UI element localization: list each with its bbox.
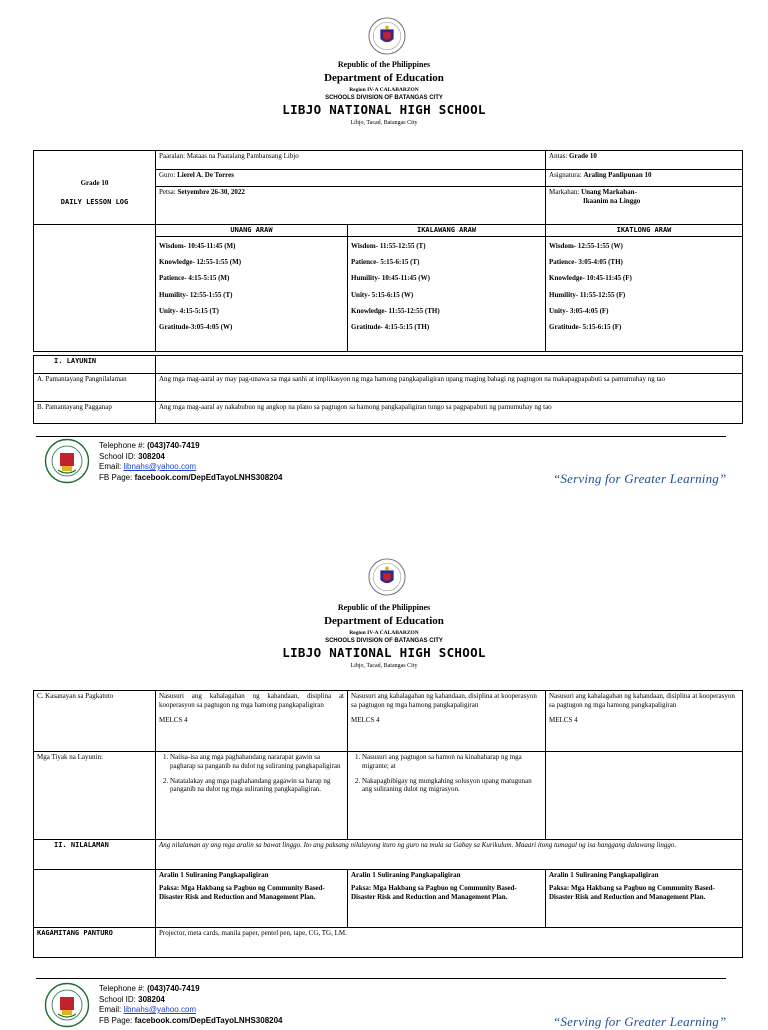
aralin-title: Aralin 1 Suliraning Pangkapaligiran (351, 871, 461, 879)
telephone-label: Telephone #: (99, 984, 145, 993)
fb-label: FB Page: (99, 472, 133, 482)
school-logo-icon (44, 982, 90, 1028)
kasanayan-text: Nasusuri ang kahalagahan ng kahandaan, disiplina at kooperasyon sa pagtugon ng mga hamong pangkapaligiran (549, 692, 735, 709)
day-2-sched: Patience- 5:15-6:15 (T) (351, 258, 420, 266)
email-link[interactable]: libnahs@yahoo.com (123, 462, 197, 471)
melcs-label: MELCS 4 (351, 715, 380, 724)
nilalaman-blank (34, 870, 156, 928)
telephone-value: (043)740-7419 (147, 984, 200, 993)
kasanayan-day-2 (348, 691, 546, 752)
aralin-day-1 (156, 870, 348, 928)
day-3-sched: Knowledge- 10:45-11:45 (F) (549, 274, 632, 283)
region-line: Region IV-A CALABARZON (349, 630, 419, 636)
motto: “Serving for Greater Learning” (553, 1014, 727, 1029)
day-3-sched: Patience- 3:05-4:05 (TH) (549, 258, 623, 266)
day-1-sched: Knowledge- 12:55-1:55 (M) (159, 258, 242, 266)
aralin-title: Aralin 1 Suliraning Pangkapaligiran (159, 871, 269, 879)
day-3-title: IKATLONG ARAW (546, 225, 742, 237)
day-3-sched: Gratitude- 5:15-6:15 (F) (549, 323, 622, 331)
department-line: Department of Education (324, 72, 444, 84)
tiyak-day-1 (156, 752, 348, 840)
email-link[interactable]: libnahs@yahoo.com (123, 1005, 197, 1014)
day-3-sched: Wisdom- 12:55-1:55 (W) (549, 241, 623, 250)
kagamitan-text: Projector, meta cards, manila paper, pentel pen, tape, CG, TG, LM. (156, 928, 743, 958)
footer-contact (99, 984, 283, 1026)
school-address: Libjo, Tacad, Batangas City (350, 120, 418, 126)
day-3-sched: Unity- 3:05-4:05 (F) (549, 306, 609, 315)
school-address: Libjo, Tacad, Batangas City (350, 663, 418, 669)
day-2-sched: Unity- 5:15-6:15 (W) (351, 290, 414, 299)
markahan-value: Unang Markahan- (581, 188, 637, 196)
tiyak-label: Mga Tiyak na Layunin: (34, 752, 156, 840)
deped-seal-icon (368, 558, 406, 596)
school-name: LIBJO NATIONAL HIGH SCHOOL (282, 102, 486, 117)
markahan-week: Ikaanim na Linggo (583, 196, 641, 205)
dll-header-table (33, 150, 743, 352)
republic-line: Republic of the Philippines (337, 603, 431, 612)
kasanayan-text: Nasusuri ang kahalagahan ng kahandaan, disiplina at kooperasyon sa pagtugon ng mga hamong pangkapaligiran (159, 692, 344, 709)
kasanayan-day-1 (156, 691, 348, 752)
telephone-value: (043)740-7419 (147, 441, 200, 450)
day-1-title: UNANG ARAW (156, 225, 347, 237)
day-1-sched: Wisdom- 10:45-11:45 (M) (159, 241, 236, 250)
footer-divider (36, 978, 726, 979)
fb-value: facebook.com/DepEdTayoLNHS308204 (134, 1015, 283, 1025)
region-line: Region IV-A CALABARZON (349, 87, 419, 93)
dll-title: DAILY LESSON LOG (60, 198, 129, 206)
republic-line: Republic of the Philippines (337, 60, 431, 69)
fb-value: facebook.com/DepEdTayoLNHS308204 (134, 472, 283, 482)
deped-seal-icon (368, 17, 406, 55)
grade-label: Grade 10 (80, 179, 109, 188)
antas-label: Antas: (549, 152, 568, 160)
antas-cell (546, 151, 743, 170)
asignatura-value: Araling Panlipunan 10 (583, 171, 652, 179)
tiyak-item: 1. Nasusuri ang pagtugon sa hamon na kinahaharap ng mga migrante; at (362, 753, 542, 771)
day-2-cell (348, 225, 546, 352)
paaralan-cell (156, 151, 546, 170)
school-id-label: School ID: (99, 994, 136, 1004)
antas-value: Grade 10 (569, 152, 597, 160)
asignatura-label: Asignatura: (549, 171, 582, 179)
day-1-sched: Unity- 4:15-5:15 (T) (159, 306, 219, 315)
day-1-sched: Humility- 12:55-1:55 (T) (159, 290, 233, 299)
tiyak-list (351, 753, 542, 794)
tiyak-day-3 (546, 752, 743, 840)
day-1-cell (156, 225, 348, 352)
day-2-title: IKALAWANG ARAW (348, 225, 545, 237)
layunin-table (33, 355, 743, 424)
tiyak-item: 2. Nakapagbibigay ng mungkahing solusyon upang matugunan ang suliraning dulot ng migrasyon. (362, 777, 542, 795)
petsa-cell (156, 187, 546, 225)
school-logo-icon (44, 438, 90, 484)
markahan-cell (546, 187, 743, 225)
day-2-sched: Wisdom- 11:55-12:55 (T) (351, 241, 426, 250)
layunin-title: I. LAYUNIN (34, 356, 156, 374)
pamantayang-pagganap-label: B. Pamantayang Pagganap (34, 402, 156, 424)
school-id-value: 308204 (138, 994, 165, 1004)
department-line: Department of Education (324, 615, 444, 627)
school-name: LIBJO NATIONAL HIGH SCHOOL (282, 645, 486, 660)
school-id-value: 308204 (138, 451, 165, 461)
guro-label: Guro: (159, 171, 176, 179)
day-2-sched: Knowledge- 11:55-12:55 (TH) (351, 306, 440, 315)
day-2-sched: Gratitude- 4:15-5:15 (TH) (351, 323, 430, 331)
melcs-label: MELCS 4 (549, 715, 578, 724)
aralin-day-3 (546, 870, 743, 928)
guro-value: Lierel A. De Torres (177, 171, 234, 179)
nilalaman-note: Ang nilalaman ay ang mga aralin sa bawat linggo. Ito ang paksang nilalayong ituro ng guro na mula sa Gabay sa Kurikulum. Maaari itong tumagal ng isa hanggang dalawang linggo. (156, 840, 743, 870)
telephone-label: Telephone #: (99, 441, 145, 450)
markahan-label: Markahan: (549, 188, 580, 196)
day-3-sched: Humility- 11:55-12:55 (F) (549, 290, 626, 299)
melcs-label: MELCS 4 (159, 715, 188, 724)
school-id-label: School ID: (99, 451, 136, 461)
paksa-text: Paksa: Mga Hakbang sa Pagbuo ng Community Based- Disaster Risk and Reduction and Management Plan. (549, 883, 715, 901)
kasanayan-day-3 (546, 691, 743, 752)
division-line: SCHOOLS DIVISION OF BATANGAS CITY (325, 638, 443, 644)
day-2-sched: Humility- 10:45-11:45 (W) (351, 274, 430, 283)
pamantayang-pangnilalaman-label: A. Pamantayang Pangnilalaman (34, 374, 156, 402)
dll-content-table (33, 690, 743, 958)
footer-divider (36, 436, 726, 437)
paksa-text: Paksa: Mga Hakbang sa Pagbuo ng Community Based- Disaster Risk and Reduction and Management Plan. (159, 883, 325, 901)
email-label: Email: (99, 1005, 122, 1014)
tiyak-list (159, 753, 344, 794)
petsa-value: Setyembre 26-30, 2022 (177, 188, 245, 196)
guro-cell (156, 170, 546, 187)
tiyak-item: 2. Natatalakay ang mga paghahandang gagawin sa harap ng panganib na dulot ng mga suliraning pangkapaligiran. (170, 777, 344, 795)
kagamitan-label: KAGAMITANG PANTURO (34, 928, 156, 958)
fb-label: FB Page: (99, 1015, 133, 1025)
footer-contact (99, 441, 283, 483)
layunin-blank (156, 356, 743, 374)
asignatura-cell (546, 170, 743, 187)
grade-cell (34, 151, 156, 225)
paksa-text: Paksa: Mga Hakbang sa Pagbuo ng Community Based- Disaster Risk and Reduction and Management Plan. (351, 883, 517, 901)
blank-cell (34, 225, 156, 352)
tiyak-item: 1. Naiisa-isa ang mga paghahandang nararapat gawin sa pagharap sa panganib na dulot ng suliraning pangkapaligiran (170, 753, 344, 771)
petsa-label: Petsa: (159, 188, 176, 196)
pamantayang-pagganap-text: Ang mga mag-aaral ay nakabubuo ng angkop na plano sa pagtugon sa hamong pangkapaligiran tungo sa pagpapabuti ng pamumuhay ng tao (156, 402, 743, 424)
division-line: SCHOOLS DIVISION OF BATANGAS CITY (325, 95, 443, 101)
email-label: Email: (99, 462, 122, 471)
day-3-cell (546, 225, 743, 352)
pamantayang-pangnilalaman-text: Ang mga mag-aaral ay may pag-unawa sa mga sanhi at implikasyon ng mga hamong pangkapaligiran upang maging bahagi ng pagtugon na makapagpapabuti sa pamumuhay ng tao (156, 374, 743, 402)
motto: “Serving for Greater Learning” (553, 471, 727, 486)
tiyak-day-2 (348, 752, 546, 840)
aralin-day-2 (348, 870, 546, 928)
day-1-sched: Patience- 4:15-5:15 (M) (159, 274, 230, 283)
paaralan-text: Paaralan: Mataas na Paaralang Pambansang Libjo (159, 152, 299, 160)
aralin-title: Aralin 1 Suliraning Pangkapaligiran (549, 871, 659, 879)
kasanayan-text: Nasusuri ang kahalagahan ng kahandaan, disiplina at kooperasyon sa pagtugon ng mga hamong pangkapaligiran (351, 692, 537, 709)
nilalaman-title: II. NILALAMAN (34, 840, 156, 870)
kasanayan-label: C. Kasanayan sa Pagkatuto (34, 691, 156, 752)
day-1-sched: Gratitude-3:05-4:05 (W) (159, 323, 233, 331)
